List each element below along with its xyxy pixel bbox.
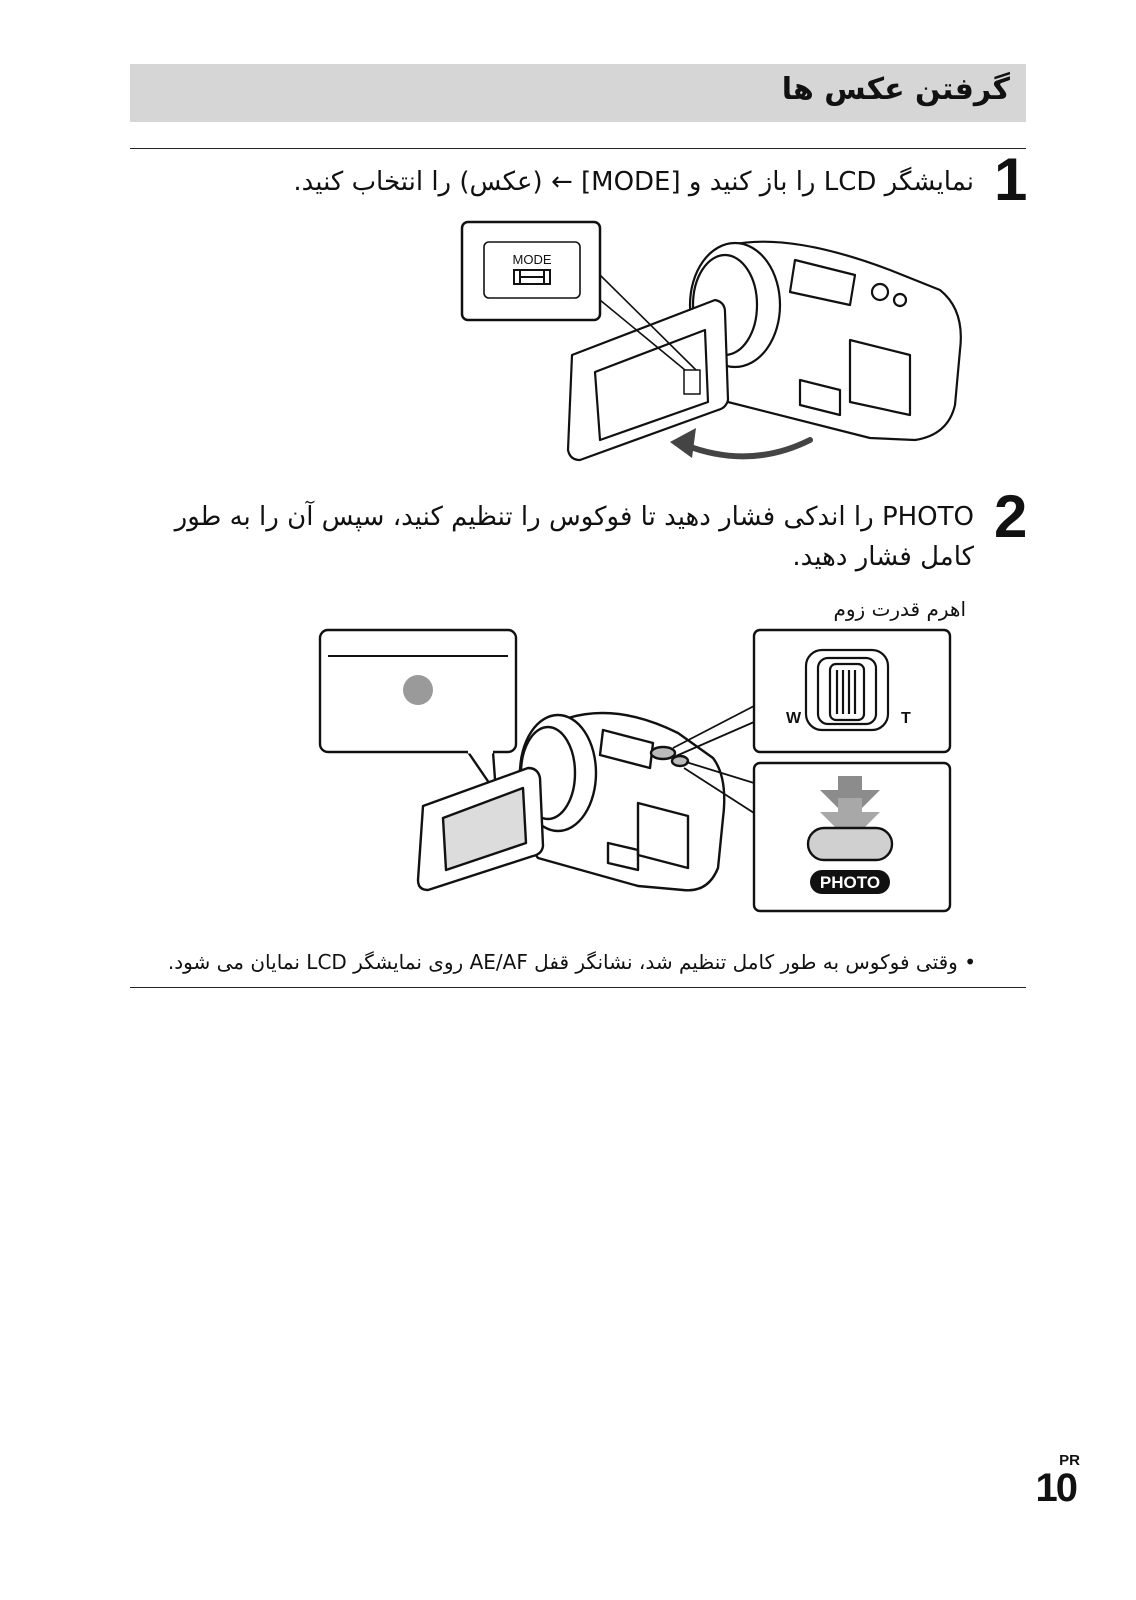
step-2-illustration: [318, 628, 978, 928]
note-text: • وقتی فوکوس به طور کامل تنظیم شد، نشانگر قفل AE/AF روی نمایشگر LCD نمایان می شود.: [167, 950, 976, 974]
lcd-panel: [568, 300, 728, 460]
mode-button-small: [684, 370, 700, 394]
step-1-text: نمایشگر LCD را باز کنید و [MODE] ← (عکس) را انتخاب کنید.: [293, 167, 974, 197]
zoom-tele-label: T: [901, 710, 911, 727]
step-1-illustration: [460, 220, 980, 475]
page-language-code: PR: [1059, 1452, 1080, 1469]
mode-callout-label: MODE: [512, 252, 552, 267]
step-number-2: 2: [994, 483, 1028, 550]
step-2-text: PHOTO را اندکی فشار دهید تا فوکوس را تنظیم کنید، سپس آن را به طور کامل فشار دهید.: [174, 502, 974, 572]
section-header: [130, 64, 1026, 122]
focus-indicator: [403, 675, 433, 705]
photo-button-small: [672, 756, 688, 766]
step-number-1: 1: [994, 146, 1028, 213]
photo-button: [808, 828, 892, 860]
zoom-lever: [806, 650, 888, 730]
zoom-lever-label: اهرم قدرت زوم: [833, 597, 966, 621]
zoom-wide-label: W: [786, 710, 802, 727]
section-title: گرفتن عکس ها: [781, 72, 1010, 107]
photo-button-label: PHOTO: [819, 873, 881, 892]
divider-top: [130, 148, 1026, 149]
zoom-lever-small: [651, 747, 675, 759]
divider-bottom: [130, 987, 1026, 988]
rotation-arrow-icon: [685, 440, 810, 456]
page-number: 10: [1035, 1466, 1076, 1510]
note-bullet: •: [964, 950, 976, 974]
